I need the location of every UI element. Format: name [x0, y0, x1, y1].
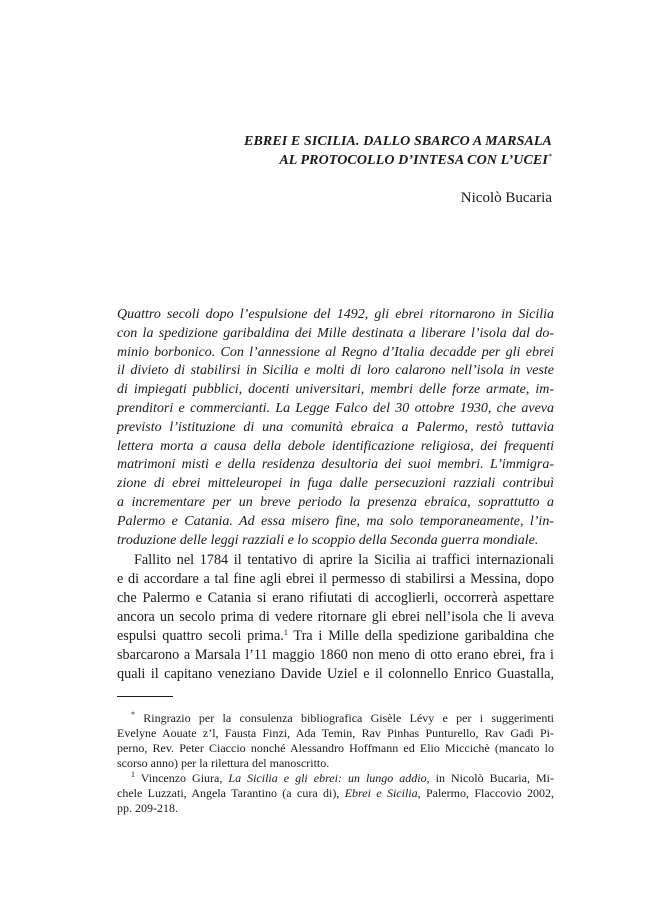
footnote-1-text-f: , Palermo, Flaccovio 2002,	[417, 786, 554, 800]
body-line-with-footnote	[117, 627, 554, 646]
abstract-line: con la spedizione garibaldina dei Mille destinata a liberare l’isola dal do-	[117, 325, 554, 341]
article-title	[244, 132, 552, 170]
abstract-line: a incrementare per un breve periodo la presenza ebraica, soprattutto a	[117, 494, 554, 510]
title-footnote-mark[interactable]: *	[547, 152, 552, 161]
footnotes	[117, 711, 554, 816]
footnote-1-line	[117, 786, 554, 801]
body-line-text-b: Tra i Mille della spedizione garibaldina che	[293, 628, 554, 644]
footnote-star-line: perno, Rev. Peter Ciaccio nonché Alessandro Hoffmann ed Elio Miccichè (mancato lo	[117, 741, 554, 755]
footnote-star-line: Evelyne Aouate z’l, Fausta Finzi, Ada Temin, Rav Pinhas Punturello, Rav Gadi Pi-	[117, 726, 554, 740]
body-line-text-a: espulsi quattro secoli prima.	[117, 628, 284, 644]
abstract-line: lettera morta a causa della debole identificazione religiosa, dei frequenti	[117, 438, 554, 454]
title-line-2-text: AL PROTOCOLLO D’INTESA CON L’UCEI	[279, 153, 548, 168]
abstract	[117, 306, 554, 550]
abstract-line: troduzione delle leggi razziali e lo scoppio della Seconda guerra mondiale.	[117, 532, 539, 548]
body-line: sbarcarono a Marsala l’11 maggio 1860 non meno di otto erano ebrei, fra i	[117, 647, 554, 663]
footnote-ref-1[interactable]: 1	[283, 628, 288, 637]
footnote-1-book-title: Ebrei e Sicilia	[344, 786, 418, 800]
footnote-1-mark: 1	[131, 770, 135, 779]
abstract-line: Palermo e Catania. Ad essa misero fine, ma solo temporaneamente, l’in-	[117, 513, 554, 529]
body-line: ancora un secolo prima di vedere ritornare gli ebrei nell’isola che li aveva	[117, 609, 554, 625]
footnote-star-line	[117, 711, 554, 726]
footnote-separator	[117, 696, 173, 697]
title-line-1: EBREI E SICILIA. DALLO SBARCO A MARSALA	[244, 134, 552, 149]
abstract-line: di impiegati pubblici, docenti universitari, membri delle forze armate, im-	[117, 382, 554, 398]
abstract-line: prenditori e commercianti. La Legge Falco del 30 ottobre 1930, che aveva	[117, 400, 554, 416]
abstract-line: Quattro secoli dopo l’espulsione del 1492, gli ebrei ritornarono in Sicilia	[117, 307, 554, 322]
footnote-1-text-c: , in Nicolò Bucaria, Mi-	[426, 771, 554, 785]
footnote-star-text: Ringrazio per la consulenza bibliografica Gisèle Lévy e per i suggerimenti	[143, 711, 555, 725]
author-name: Nicolò Bucaria	[460, 190, 552, 206]
abstract-line: matrimoni misti e della residenza desultoria dei suoi membri. L’immigra-	[117, 457, 554, 473]
title-line-2	[244, 151, 552, 170]
body-line: quali il capitano veneziano Davide Uziel e il colonnello Enrico Guastalla,	[117, 666, 554, 682]
body-line: che Palermo e Catania si erano rifiutati di accoglierli, occorrerà aspettare	[117, 590, 554, 606]
footnote-1-text-a: Vincenzo Giura,	[140, 771, 229, 785]
footnote-star-line: scorso anno) per la rilettura del manoscritto.	[117, 756, 330, 770]
body-paragraph	[117, 551, 554, 684]
footnote-1-line: pp. 209-218.	[117, 801, 178, 815]
abstract-line: previsto l’istituzione di una comunità ebraica a Palermo, restò tuttavia	[117, 419, 554, 435]
footnote-1-text-d: chele Luzzati, Angela Tarantino (a cura di),	[117, 786, 345, 800]
abstract-line: il divieto di stabilirsi in Sicilia e molti di loro calarono nell’isola in veste	[117, 363, 554, 379]
abstract-line: zione di ebrei mitteleuropei in fuga dalle persecuzioni razziali contribuì	[117, 476, 554, 492]
footnote-star-mark: *	[131, 710, 135, 719]
footnote-1-citation-title: La Sicilia e gli ebrei: un lungo addio	[228, 771, 427, 785]
body-line: Fallito nel 1784 il tentativo di aprire la Sicilia ai traffici internazionali	[134, 552, 554, 568]
footnote-1-line	[117, 771, 554, 786]
abstract-line: minio borbonico. Con l’annessione al Regno d’Italia decadde per gli ebrei	[117, 344, 554, 360]
body-line: e di accordare a tal fine agli ebrei il permesso di stabilirsi a Messina, dopo	[117, 571, 554, 587]
